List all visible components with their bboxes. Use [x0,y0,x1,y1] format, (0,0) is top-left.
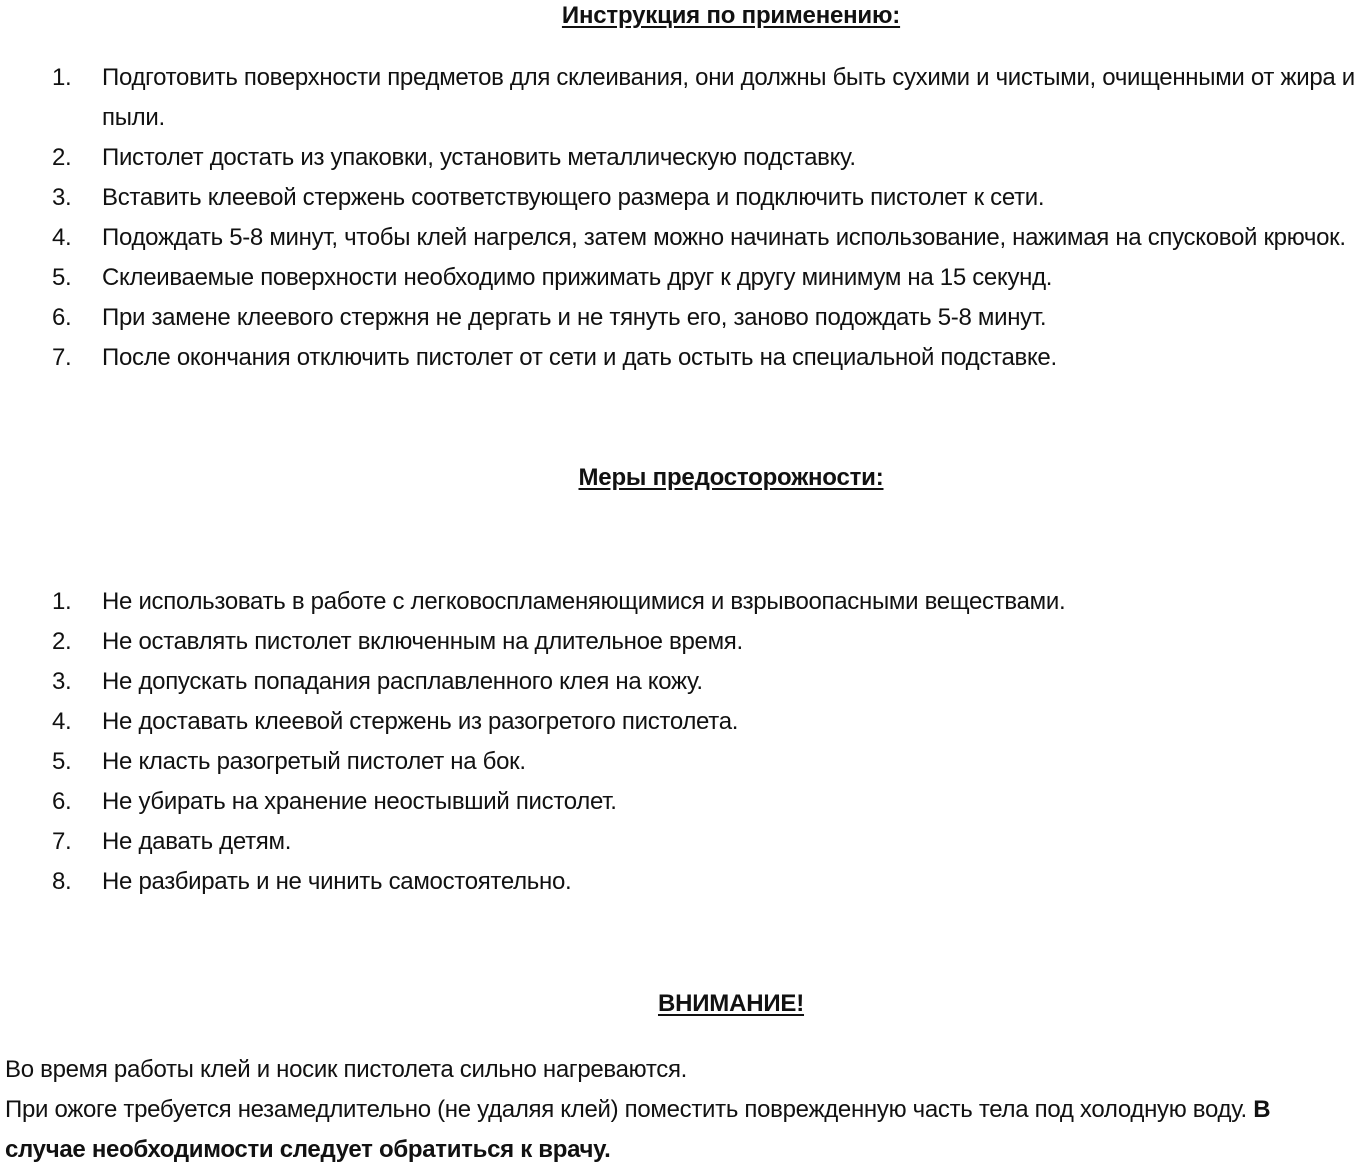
item-number: 7. [52,344,72,371]
item-number: 8. [52,868,72,895]
list-item [0,582,1360,622]
item-text: Не использовать в работе с легковоспламеняющимися и взрывоопасными веществами. [102,588,1066,615]
item-number: 3. [52,184,72,211]
item-number: 5. [52,748,72,775]
item-number: 1. [52,64,72,91]
list-item [0,138,1360,178]
item-text: Не оставлять пистолет включенным на длительное время. [102,628,743,655]
item-text: Не разбирать и не чинить самостоятельно. [102,868,572,895]
warning-text-line1: Во время работы клей и носик пистолета сильно нагреваются. [5,1056,688,1083]
item-text: Склеиваемые поверхности необходимо прижимать друг к другу минимум на 15 секунд. [102,264,1053,291]
item-text: Вставить клеевой стержень соответствующего размера и подключить пистолет к сети. [102,184,1045,211]
warning-heading: ВНИМАНИЕ! [657,990,805,1017]
item-text: Не доставать клеевой стержень из разогретого пистолета. [102,708,739,735]
item-text: Не класть разогретый пистолет на бок. [102,748,526,775]
item-number: 3. [52,668,72,695]
item-text: Подготовить поверхности предметов для склеивания, они должны быть сухими и чистыми, очищенными от жира и пыли. [102,64,1355,131]
item-number: 6. [52,304,72,331]
list-item [0,178,1360,218]
list-item [0,862,1360,902]
item-text: Подождать 5-8 минут, чтобы клей нагрелся, затем можно начинать использование, нажимая на спусковой крючок. [102,224,1346,251]
list-item [0,218,1360,258]
item-text: После окончания отключить пистолет от сети и дать остыть на специальной подставке. [102,344,1057,371]
list-item [0,822,1360,862]
instructions-list [0,58,1360,378]
list-item [0,338,1360,378]
precautions-list [0,582,1360,902]
warning-text-regular: При ожоге требуется незамедлительно (не удаляя клей) поместить поврежденную часть тела под холодную воду. [5,1096,1247,1123]
item-number: 1. [52,588,72,615]
warning-text-line2 [5,1090,1355,1170]
list-item [0,298,1360,338]
item-number: 2. [52,628,72,655]
item-text: Не убирать на хранение неостывший пистолет. [102,788,617,815]
item-number: 4. [52,708,72,735]
item-number: 7. [52,828,72,855]
list-item [0,258,1360,298]
item-text: Пистолет достать из упаковки, установить металлическую подставку. [102,144,856,171]
item-text: При замене клеевого стержня не дергать и не тянуть его, заново подождать 5-8 минут. [102,304,1047,331]
item-number: 5. [52,264,72,291]
instructions-heading: Инструкция по применению: [561,2,901,29]
list-item [0,782,1360,822]
item-text: Не давать детям. [102,828,292,855]
list-item [0,702,1360,742]
item-number: 2. [52,144,72,171]
list-item [0,58,1360,138]
list-item [0,622,1360,662]
item-text: Не допускать попадания расплавленного клея на кожу. [102,668,703,695]
item-number: 4. [52,224,72,251]
list-item [0,662,1360,702]
item-number: 6. [52,788,72,815]
warning-text-bold: В случае необходимости следует обратиться к врачу. [5,1096,1271,1163]
list-item [0,742,1360,782]
precautions-heading: Меры предосторожности: [578,464,884,491]
